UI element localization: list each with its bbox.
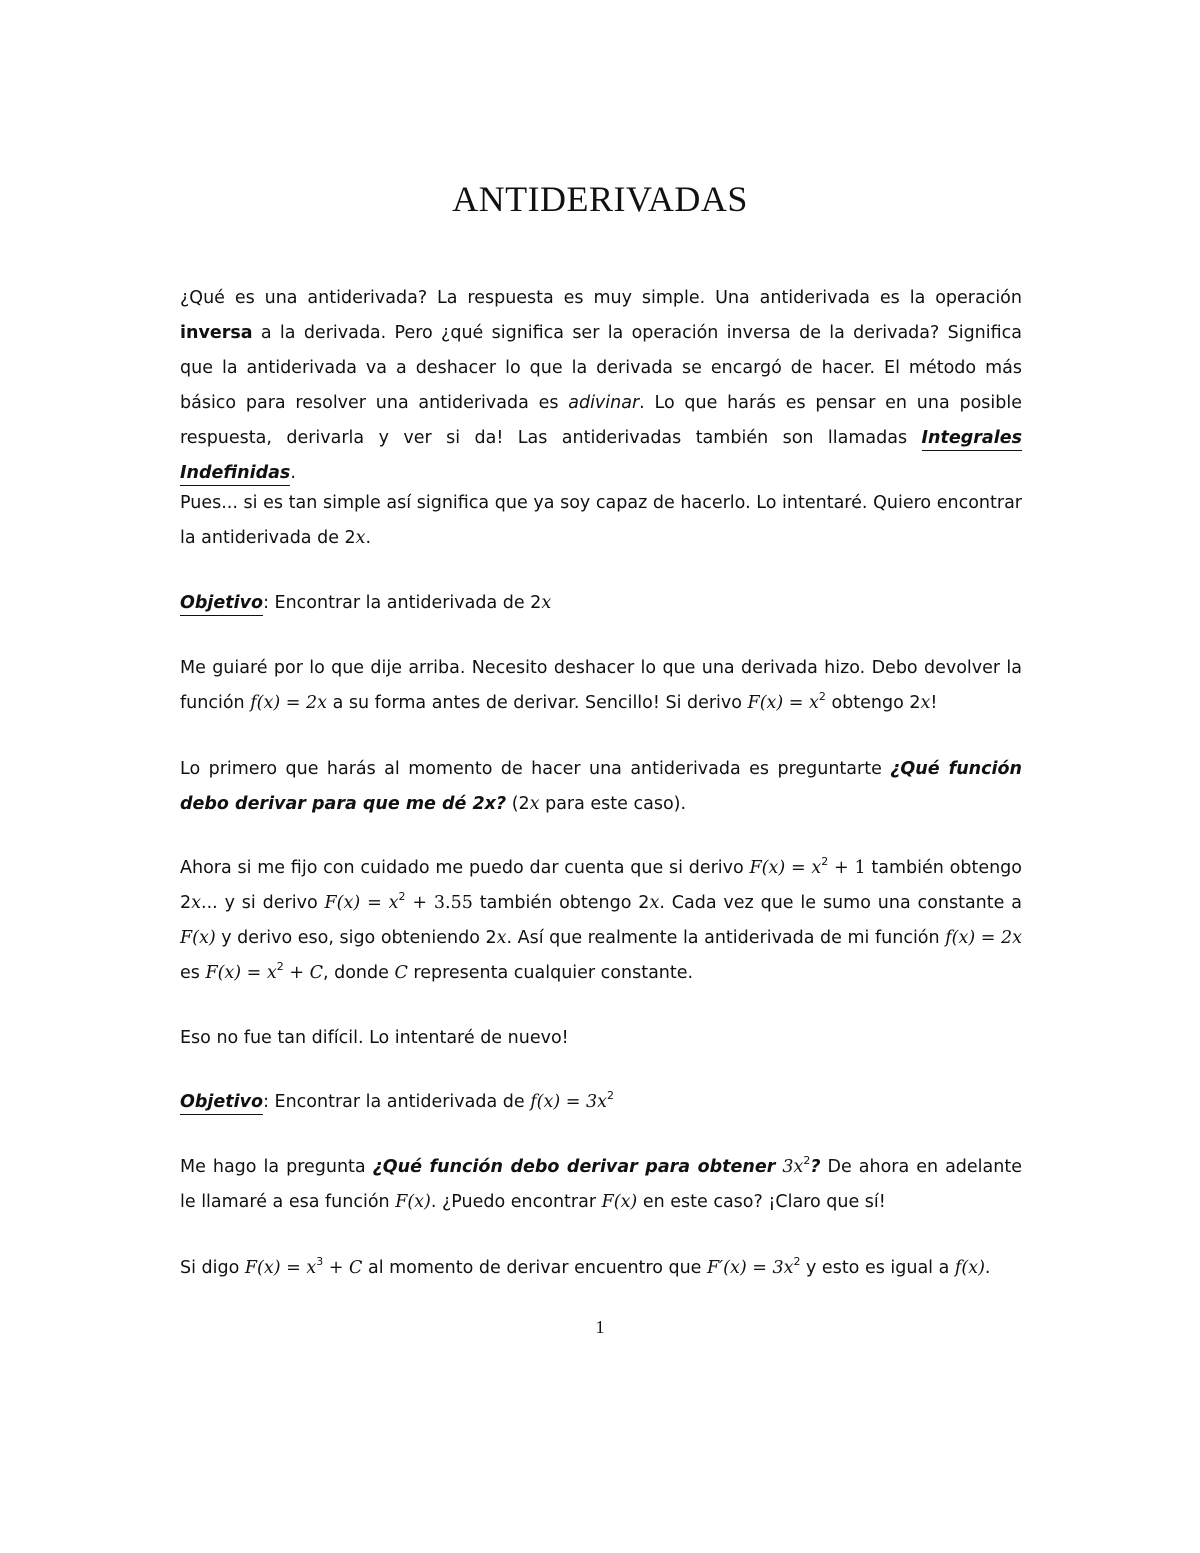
key-question: ¿Qué función debo derivar para que me dé 2x? — [180, 759, 1022, 814]
paragraph-ahora: Ahora si me fijo con cuidado me puedo dar cuenta que si derivo $F(x) = x^2 + 1$ también obtengo 2x... y si derivo $F(x) = x^2 + 3.55$ también obtengo 2x. Cada vez que le sumo una constante a F(x) y derivo eso, sigo obteniendo 2x. Así que realmente la antiderivada de mi función f(x) = 2x es $F(x) = x^2 + C$, donde C representa cualquier constante. — [180, 855, 1022, 983]
emphasis-inversa: inversa — [180, 323, 253, 343]
key-question: ¿Qué función debo derivar para obtener — [372, 1157, 776, 1177]
term-indefinidas: Indefinidas — [180, 463, 290, 486]
objective-1: Objetivo: Encontrar la antiderivada de 2x — [180, 586, 1022, 621]
objective-label: Objetivo — [180, 593, 263, 616]
paragraph-si-digo: Si digo $F(x) = x^3 + C$ al momento de derivar encuentro que $F'(x) = 3x^2$ y esto es igual a f(x). — [180, 1255, 991, 1278]
paragraph-eso: Eso no fue tan difícil. Lo intentaré de nuevo! — [180, 1028, 569, 1048]
paragraph-pregunta: Me hago la pregunta ¿Qué función debo derivar para obtener $3x^2$? De ahora en adelante le llamaré a esa función F(x). ¿Puedo encontrar F(x) en este caso? ¡Claro que sí! — [180, 1154, 1022, 1212]
objective-label: Objetivo — [180, 1092, 263, 1115]
page-number: 1 — [595, 1317, 605, 1337]
page-title: ANTIDERIVADAS — [452, 179, 748, 219]
term-integrales: Integrales — [922, 428, 1022, 451]
paragraph-intro: ¿Qué es una antiderivada? La respuesta es muy simple. Una antiderivada es la operación inversa a la derivada. Pero ¿qué significa ser la operación inversa de la derivada? Significa que la antiderivada va a deshacer lo que la derivada se encargó de hacer. El método más básico para resolver una antiderivada es adivinar. Lo que harás es pensar en una posible respuesta, derivarla y ver si da! Las antiderivadas también son llamadas Integrales Indefinidas. — [180, 281, 1022, 491]
paragraph-pues: Pues... si es tan simple así significa que ya soy capaz de hacerlo. Lo intentaré. Quiero encontrar la antiderivada de 2x. — [180, 493, 1022, 548]
paragraph-guiare: Me guiaré por lo que dije arriba. Necesito deshacer lo que una derivada hizo. Debo devolver la función f(x) = 2x a su forma antes de derivar. Sencillo! Si derivo $F(x) = x^2$ obtengo 2x! — [180, 658, 1022, 713]
objective-2: Objetivo: Encontrar la antiderivada de $f(x) = 3x^2$ — [180, 1085, 1022, 1120]
paragraph-primero: Lo primero que harás al momento de hacer una antiderivada es preguntarte ¿Qué función debo derivar para que me dé 2x? (2x para este caso). — [180, 759, 1022, 814]
emphasis-adivinar: adivinar — [568, 393, 640, 413]
